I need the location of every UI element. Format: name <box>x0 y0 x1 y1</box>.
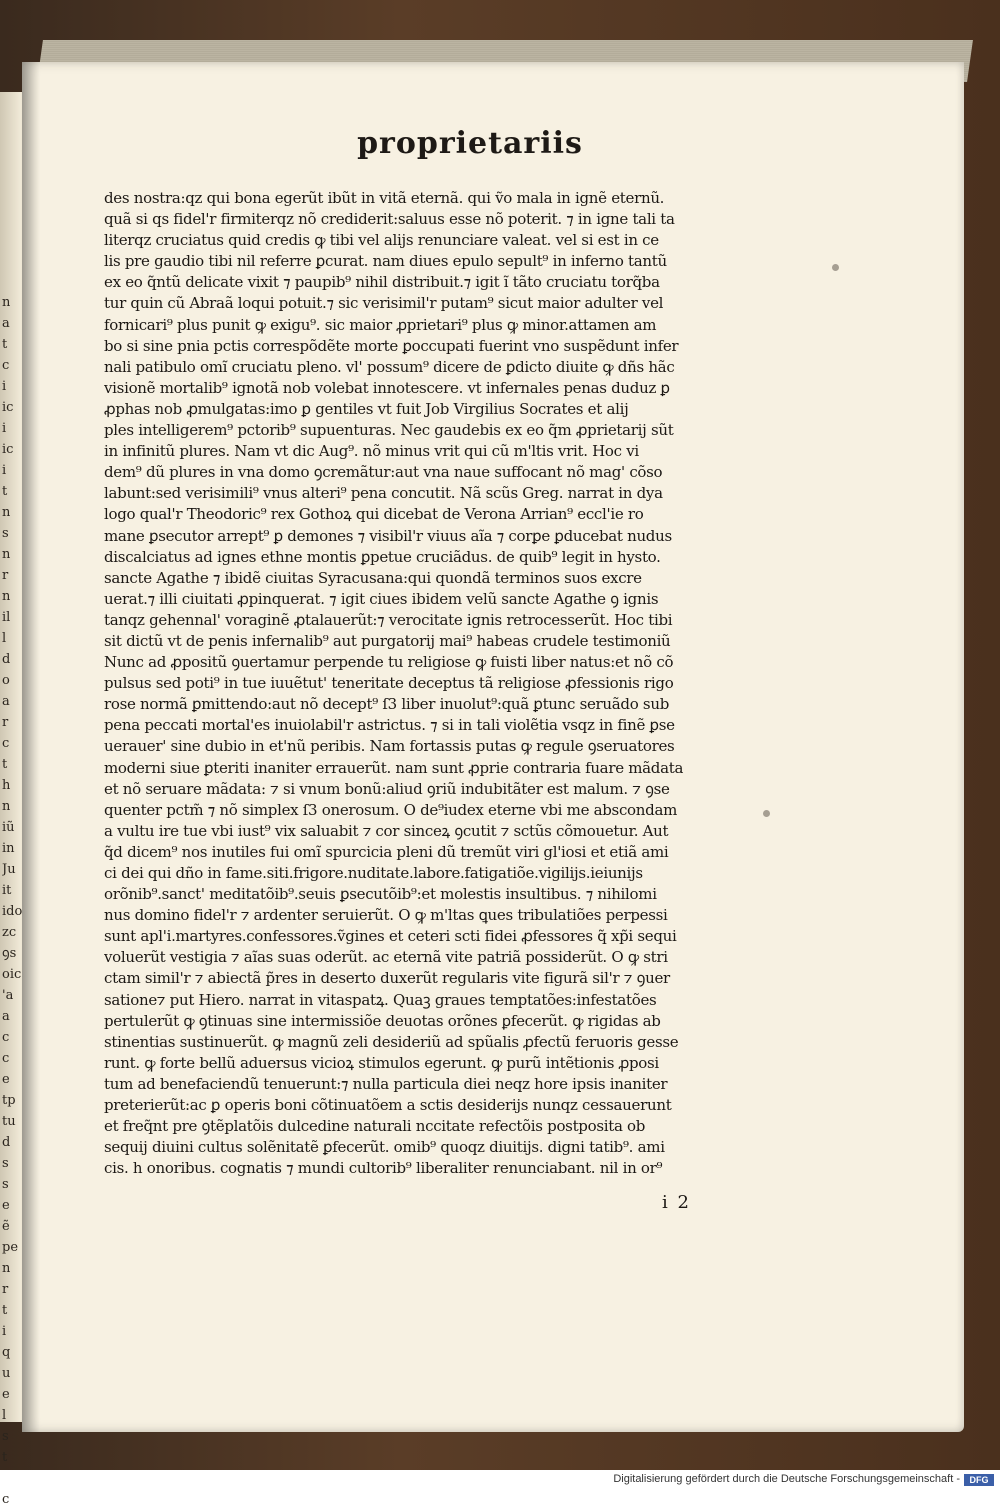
left-page-fragment: u <box>2 1366 11 1381</box>
signature-mark: i 2 <box>662 1192 691 1213</box>
text-line: uerauer' sine dubio in et'nũ peribis. Nam fortassis putas ꝙ regule ꝯseruatores <box>104 737 675 756</box>
left-page-fragment: n <box>2 295 11 310</box>
left-page-fragment: c <box>2 1492 10 1507</box>
left-page-fragment: t <box>2 337 8 352</box>
text-line: lis pre gaudio tibi nil referre ꝑcurat. nam diues epulo sepult⁹ in inferno tantũ <box>104 252 667 271</box>
left-page-fragment: o <box>2 673 10 688</box>
left-page-fragment: c <box>2 1030 10 1045</box>
text-line: dem⁹ dũ plures in vna domo ꝯcremãtur:aut vna naue suffocant nõ mag' cõso <box>104 463 663 482</box>
left-page-fragment: r <box>2 715 9 730</box>
text-line: pulsus sed poti⁹ in tue iuuẽtut' teneritate deceptus tã religiose ꝓfessionis rigo <box>104 674 674 693</box>
left-page-fragment: t <box>2 1450 8 1465</box>
text-line: visionẽ mortalib⁹ ignotã nob volebat innotescere. vt infernales penas duduz ꝑ <box>104 378 670 397</box>
left-page-fragment: l <box>2 631 7 646</box>
left-page-fragment: c <box>2 1051 10 1066</box>
text-line: sunt apl'i.martyres.confessores.ṽgines et ceteri scti fidei ꝓfessores q̃ xp̃i sequi <box>104 927 677 946</box>
left-page-fragment: ẽ <box>2 1219 10 1234</box>
left-page-fragment: a <box>2 694 10 709</box>
text-line: a vultu ire tue vbi iust⁹ vix saluabit ⁊ cor sinceꝝ ꝯcutit ⁊ sctũs cõmouetur. Aut <box>104 821 669 840</box>
left-page-fragment: tp <box>2 1093 16 1108</box>
left-page-fragment: s <box>2 1156 9 1171</box>
left-page-fragment: i <box>2 1324 7 1339</box>
left-page-fragment: ic <box>2 442 14 457</box>
text-line: cis. h onoribus. cognatis ⁊ mundi cultorib⁹ liberaliter renunciabant. nil in or⁹ <box>104 1159 663 1178</box>
text-line: orõnib⁹.sanct' meditatõib⁹.seuis ꝑsecutõib⁹:et molestis insultibus. ⁊ nihilomi <box>104 885 657 904</box>
text-line: nali patibulo omĩ cruciatu pleno. vl' possum⁹ dicere de ꝑdicto diuite ꝙ dñs hãc <box>104 357 675 376</box>
paper-hole <box>763 810 770 817</box>
text-line: logo qual'r Theodoric⁹ rex Gothoꝝ qui dicebat de Verona Arrian⁹ eccl'ie ro <box>104 505 644 524</box>
left-page-fragment: it <box>2 883 12 898</box>
text-line: runt. ꝙ forte bellũ aduersus vicioꝝ stimulos egerunt. ꝙ purũ intẽtionis ꝓposi <box>104 1053 659 1072</box>
left-page-fragment: i <box>2 379 7 394</box>
left-page-fragment: i <box>2 421 7 436</box>
text-line: et nõ seruare mãdata: ⁊ si vnum bonũ:aliud ꝯriũ indubitãter est malum. ⁊ ꝯse <box>104 779 670 798</box>
dfg-logo: DFG <box>964 1474 994 1486</box>
left-page-fragment: i <box>2 463 7 478</box>
left-page-fragment: t <box>2 484 8 499</box>
text-line: labunt:sed verisimili⁹ vnus alteri⁹ pena concutit. Nã scũs Greg. narrat in dya <box>104 484 663 503</box>
text-line: tur quin cũ Abraã loqui potuit.⁊ sic verisimil'r putam⁹ sicut maior adulter vel <box>104 294 664 313</box>
left-page-fragment: q <box>2 1345 11 1360</box>
left-page-fragment: c <box>2 358 10 373</box>
text-line: in infinitũ plures. Nam vt dic Aug⁹. nõ minus vrit qui cũ m'ltis vrit. Hoc vi <box>104 442 639 461</box>
text-line: quã si qs fidel'r firmiterqz nõ crediderit:saluus esse nõ poterit. ⁊ in igne tali ta <box>104 210 675 229</box>
left-page-fragment: n <box>2 547 11 562</box>
text-line: sequij diuini cultus solẽnitatẽ ꝑfecerũt. omib⁹ quoqz diuitijs. digni tatib⁹. ami <box>104 1138 665 1157</box>
text-line: discalciatus ad ignes ethne montis ꝑpetue cruciãdus. de quib⁹ legit in hysto. <box>104 547 661 566</box>
left-page-fragment: il <box>2 610 11 625</box>
text-line: ples intelligerem⁹ pctorib⁹ supuenturas. Nec gaudebis ex eo q̃m ꝓprietarij sũt <box>104 421 674 440</box>
left-page-fragment: s <box>2 526 9 541</box>
text-line: mane ꝑsecutor arrept⁹ ꝑ demones ⁊ visibil'r viuus aĩa ⁊ corꝑe ꝑducebat nudus <box>104 526 672 545</box>
text-line: stinentias sustinuerũt. ꝙ magnũ zeli desideriũ ad spũalis ꝓfectũ feruoris gesse <box>104 1032 679 1051</box>
text-line: pertulerũt ꝙ ꝯtinuas sine intermissiõe deuotas orõnes ꝑfecerũt. ꝙ rigidas ab <box>104 1011 661 1030</box>
left-page-fragment: h <box>2 778 11 793</box>
left-page-fragment: pe <box>2 1240 19 1255</box>
left-page-fragment: n <box>2 799 11 814</box>
left-page-fragment: ido <box>2 904 23 919</box>
text-line: tum ad benefaciendũ tenuerunt:⁊ nulla particula diei neqz hore ipsis inaniter <box>104 1074 668 1093</box>
text-line: nus domino fidel'r ⁊ ardenter seruierũt. O ꝙ m'ltas ꝗues tribulatiões perpessi <box>104 906 668 925</box>
left-page-fragment: n <box>2 1261 11 1276</box>
left-page-fragment: s <box>2 1177 9 1192</box>
text-line: literqz cruciatus quid credis ꝙ tibi vel alijs renunciare valeat. vel si est in ce <box>104 231 659 250</box>
left-page-fragment: e <box>2 1198 10 1213</box>
text-line: uerat.⁊ illi ciuitati ꝓpinquerat. ⁊ igit ciues ibidem velũ sancte Agathe ꝯ ignis <box>104 589 659 608</box>
text-line: rose normã ꝑmittendo:aut nõ decept⁹ ſ3 liber inuolut⁹:quã ꝑtunc seruãdo sub <box>104 695 669 714</box>
text-line: quenter pctm̃ ⁊ nõ simplex ſ3 onerosum. O de⁹iudex eterne vbi me abscondam <box>104 800 678 819</box>
text-line: moderni siue ꝑteriti inaniter errauerũt. nam sunt ꝓprie contraria fuare mãdata <box>104 758 684 777</box>
left-page-fragment: ꝯs <box>2 946 17 961</box>
left-page-fragment: in <box>2 841 15 856</box>
left-page-fragment: s <box>2 1429 9 1444</box>
text-line: satione⁊ put Hiero. narrat in vitaspatꝝ. Quaꝫ graues temptatões:infestatões <box>104 990 657 1009</box>
body-text <box>104 188 749 1179</box>
left-page-fragment: t <box>2 757 8 772</box>
text-line: ex eo q̃ntũ delicate vixit ⁊ paupib⁹ nihil distribuit.⁊ igit ĩ tãto cruciatu torq̃ba <box>104 273 660 292</box>
text-line: Nunc ad ꝓpositũ ꝯuertamur perpende tu religiose ꝙ fuisti liber natus:et nõ cõ <box>104 653 674 672</box>
running-head: proprietariis <box>357 126 583 161</box>
text-line: des nostra:qz qui bona egerũt ibũt in vitã eternã. qui ṽo mala in ignẽ eternũ. <box>104 189 665 207</box>
text-line: voluerũt vestigia ⁊ aĩas suas oderũt. ac eternã vite patriã possiderũt. O ꝙ stri <box>104 948 668 967</box>
left-page-fragment: oic <box>2 967 22 982</box>
text-line: sit dictũ vt de penis infernalib⁹ aut purgatorij mai⁹ habeas crudele testimoniũ <box>104 631 671 650</box>
left-page-fragment: tu <box>2 1114 16 1129</box>
text-line: q̃d dicem⁹ nos inutiles fui omĩ spurcicia pleni dũ tremũt viri gl'iosi et etiã ami <box>104 842 669 861</box>
left-page-fragment: r <box>2 568 9 583</box>
left-page-fragment: Ju <box>2 862 16 877</box>
text-line: ctam simil'r ⁊ abiectã p̃res in deserto duxerũt regularis vite figurã sil'r ⁊ ꝯuer <box>104 969 670 988</box>
left-page-fragment: zc <box>2 925 17 940</box>
text-line: bo si sine pnia pctis correspõdẽte morte ꝑoccupati fuerint vno suspẽdunt infer <box>104 336 679 355</box>
text-line: pena peccati mortal'es inuiolabil'r astrictus. ⁊ si in tali violẽtia vsqz in finẽ ꝑse <box>104 716 675 735</box>
text-line: fornicari⁹ plus punit ꝙ exigu⁹. sic maior ꝓprietari⁹ plus ꝙ minor.attamen am <box>104 315 657 334</box>
left-page-fragment: e <box>2 1072 10 1087</box>
left-page-fragment: r <box>2 1282 9 1297</box>
left-page-fragment: c <box>2 736 10 751</box>
left-page-fragment: ic <box>2 400 14 415</box>
left-page-fragment: a <box>2 1009 10 1024</box>
footer-credit: Digitalisierung gefördert durch die Deutsche Forschungsgemeinschaft - <box>613 1473 960 1485</box>
left-page-fragment: t <box>2 1303 8 1318</box>
left-page-fragment: 'a <box>2 988 14 1003</box>
left-page-fragment: e <box>2 1387 10 1402</box>
left-page-fragment: d <box>2 1135 11 1150</box>
left-page-fragment: iũ <box>2 820 15 835</box>
left-page-fragment: a <box>2 316 10 331</box>
text-line: tanqz gehennal' voraginẽ ꝓtalauerũt:⁊ verocitate ignis retrocesserũt. Hoc tibi <box>104 610 673 629</box>
left-page-fragment: n <box>2 589 11 604</box>
text-line: ci dei qui dño in fame.siti.frigore.nuditate.labore.fatigatiõe.vigilijs.ieiunijs <box>104 864 643 882</box>
text-line: preterierũt:ac ꝑ operis boni cõtinuatõem a sctis desiderijs nunqz cessauerunt <box>104 1096 672 1115</box>
paper-hole <box>832 264 839 271</box>
text-line: et freq̃nt pre ꝯtẽplatõis dulcedine naturali nccitate refectõis postposita ob <box>104 1117 646 1136</box>
spine-shadow <box>22 62 40 1432</box>
left-page-fragment: n <box>2 505 11 520</box>
left-page-fragment: d <box>2 652 11 667</box>
text-line: sancte Agathe ⁊ ibidẽ ciuitas Syracusana:qui quondã terminos suos excre <box>104 568 642 587</box>
text-line: ꝓphas nob ꝓmulgatas:imo ꝑ gentiles vt fuit Job Virgilius Socrates et alij <box>104 399 629 418</box>
left-page-fragment: l <box>2 1408 7 1423</box>
